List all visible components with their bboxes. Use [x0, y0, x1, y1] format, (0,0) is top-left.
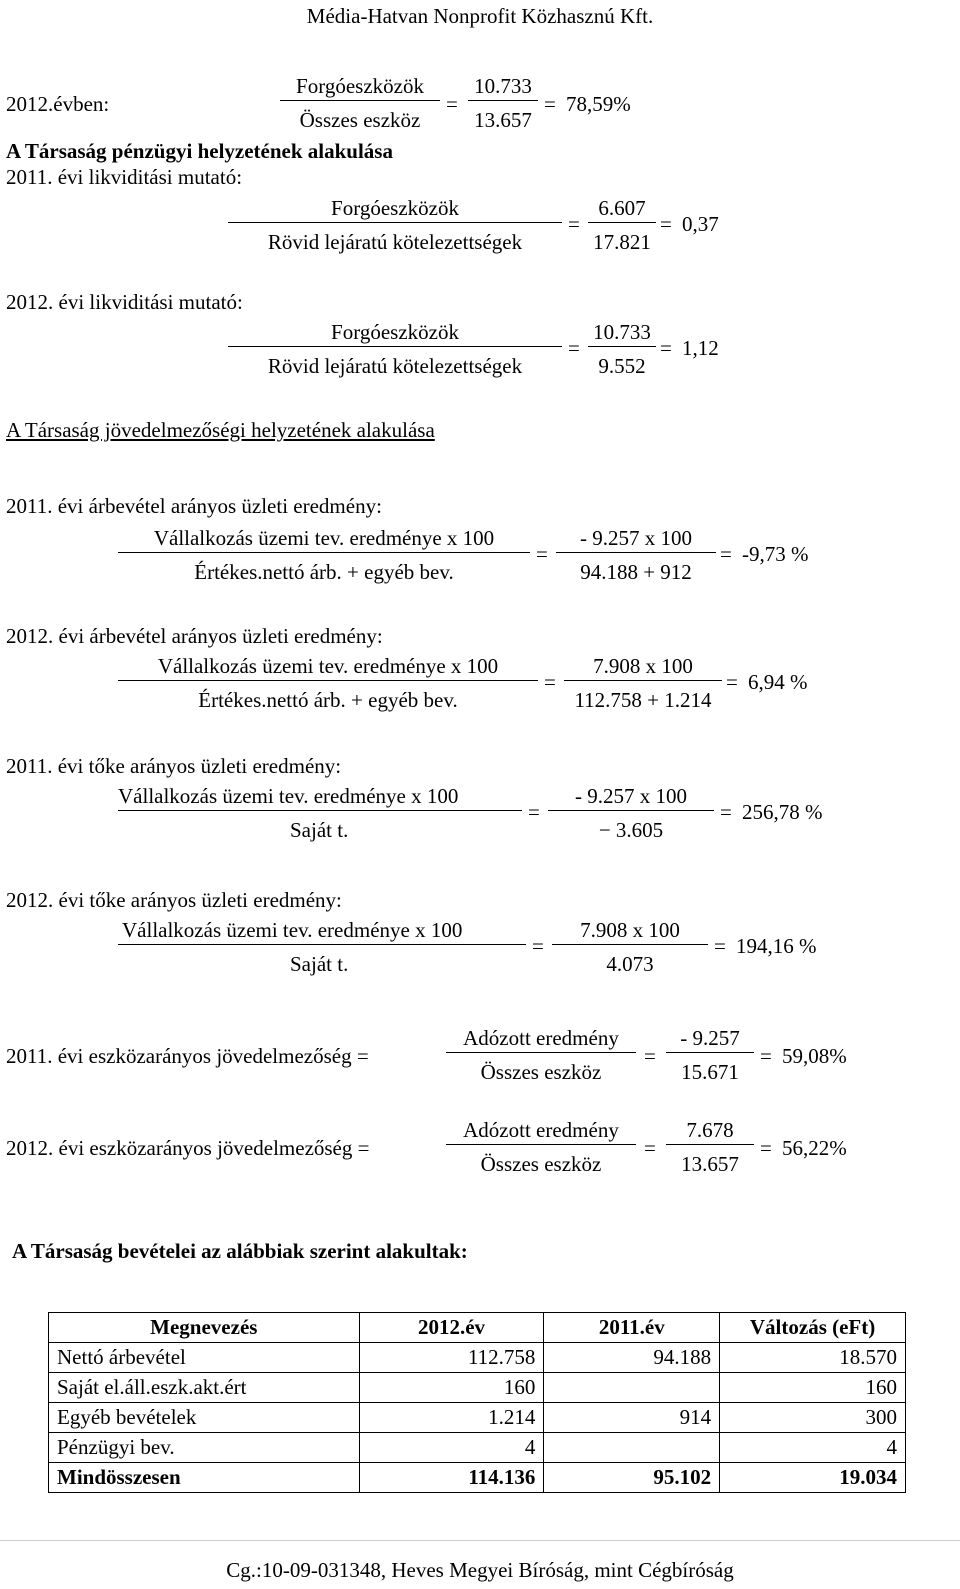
value-numerator: 7.908 x 100	[580, 918, 680, 942]
value-numerator: 7.908 x 100	[593, 654, 693, 678]
formula-label: 2012.évben:	[6, 92, 110, 116]
table-total-row	[49, 1463, 906, 1493]
equals-sign: =	[536, 542, 548, 566]
equals-sign: =	[760, 1136, 772, 1160]
formula-label: 2011. évi árbevétel arányos üzleti eredmény:	[6, 494, 382, 518]
value-numerator: - 9.257 x 100	[575, 784, 687, 808]
value-numerator: - 9.257	[680, 1026, 740, 1050]
formula-result: 256,78 %	[742, 800, 823, 824]
equals-sign: =	[660, 212, 672, 236]
formula-denominator: Összes eszköz	[299, 108, 421, 132]
value-denominator: 94.188 + 912	[580, 560, 692, 584]
section-title-revenue: A Társaság bevételei az alábbiak szerint alakultak:	[12, 1239, 468, 1263]
equals-sign: =	[544, 670, 556, 694]
value-denominator: 13.657	[681, 1152, 739, 1176]
table-cell: Nettó árbevétel	[49, 1343, 360, 1373]
formula-result: 56,22%	[782, 1136, 847, 1160]
table-row	[49, 1343, 906, 1373]
equals-sign: =	[720, 542, 732, 566]
fraction-line	[468, 100, 538, 101]
formula-numerator: Forgóeszközök	[331, 320, 459, 344]
value-numerator: - 9.257 x 100	[580, 526, 692, 550]
formula-denominator: Összes eszköz	[480, 1152, 602, 1176]
fraction-line	[118, 944, 526, 945]
formula-label: 2012. évi tőke arányos üzleti eredmény:	[6, 888, 342, 912]
formula-numerator: Vállalkozás üzemi tev. eredménye x 100	[118, 784, 459, 808]
formula-denominator: Rövid lejáratú kötelezettségek	[267, 230, 523, 254]
fraction-line	[228, 222, 562, 223]
value-denominator: 112.758 + 1.214	[574, 688, 712, 712]
formula-numerator: Vállalkozás üzemi tev. eredménye x 100	[122, 918, 463, 942]
formula-result: 1,12	[682, 336, 719, 360]
page-footer: Cg.:10-09-031348, Heves Megyei Bíróság, mint Cégbíróság	[226, 1558, 734, 1582]
table-cell: 94.188	[544, 1343, 720, 1373]
column-header: Megnevezés	[49, 1313, 360, 1343]
table-cell: 4	[720, 1433, 906, 1463]
formula-denominator: Értékes.nettó árb. + egyéb bev.	[198, 688, 458, 712]
fraction-line	[666, 1144, 754, 1145]
formula-label: 2012. évi árbevétel arányos üzleti eredmény:	[6, 624, 383, 648]
table-cell: 160	[720, 1373, 906, 1403]
equals-sign: =	[568, 336, 580, 360]
table-cell: 112.758	[359, 1343, 544, 1373]
table-row	[49, 1373, 906, 1403]
formula-numerator: Forgóeszközök	[331, 196, 459, 220]
table-row	[49, 1403, 906, 1433]
value-numerator: 6.607	[598, 196, 646, 220]
footer-divider	[0, 1540, 960, 1541]
value-numerator: 10.733	[593, 320, 651, 344]
formula-numerator: Forgóeszközök	[296, 74, 424, 98]
equals-sign: =	[544, 92, 556, 116]
equals-sign: =	[644, 1136, 656, 1160]
equals-sign: =	[568, 212, 580, 236]
value-denominator: − 3.605	[598, 818, 664, 842]
formula-result: 194,16 %	[736, 934, 817, 958]
fraction-line	[666, 1052, 754, 1053]
fraction-line	[280, 100, 440, 101]
table-cell	[544, 1433, 720, 1463]
fraction-line	[446, 1144, 636, 1145]
fraction-line	[556, 552, 716, 553]
table-cell: 19.034	[720, 1463, 906, 1493]
formula-result: 0,37	[682, 212, 719, 236]
table-cell: 160	[359, 1373, 544, 1403]
value-numerator: 7.678	[686, 1118, 734, 1142]
value-numerator: 10.733	[474, 74, 532, 98]
formula-result: 6,94 %	[748, 670, 808, 694]
fraction-line	[118, 552, 530, 553]
equals-sign: =	[720, 800, 732, 824]
table-cell: Pénzügyi bev.	[49, 1433, 360, 1463]
value-denominator: 4.073	[606, 952, 654, 976]
table-cell	[544, 1373, 720, 1403]
fraction-line	[588, 222, 656, 223]
table-cell: Mindösszesen	[49, 1463, 360, 1493]
equals-sign: =	[528, 800, 540, 824]
table-header-row	[49, 1313, 906, 1343]
formula-label: 2012. évi eszközarányos jövedelmezőség =	[6, 1136, 370, 1160]
section-title-profitability: A Társaság jövedelmezőségi helyzetének alakulása	[6, 418, 435, 442]
fraction-line	[548, 810, 714, 811]
table-cell: 114.136	[359, 1463, 544, 1493]
fraction-line	[228, 346, 562, 347]
formula-denominator: Értékes.nettó árb. + egyéb bev.	[194, 560, 454, 584]
fraction-line	[446, 1052, 636, 1053]
equals-sign: =	[532, 934, 544, 958]
equals-sign: =	[714, 934, 726, 958]
table-cell: Saját el.áll.eszk.akt.ért	[49, 1373, 360, 1403]
formula-denominator: Rövid lejáratú kötelezettségek	[267, 354, 523, 378]
fraction-line	[564, 680, 722, 681]
fraction-line	[552, 944, 708, 945]
formula-denominator: Összes eszköz	[480, 1060, 602, 1084]
formula-result: 59,08%	[782, 1044, 847, 1068]
equals-sign: =	[446, 92, 458, 116]
revenue-table	[48, 1312, 906, 1493]
page-header: Média-Hatvan Nonprofit Közhasznú Kft.	[306, 4, 654, 28]
equals-sign: =	[644, 1044, 656, 1068]
table-cell: 18.570	[720, 1343, 906, 1373]
formula-numerator: Vállalkozás üzemi tev. eredménye x 100	[157, 654, 499, 678]
table-row	[49, 1433, 906, 1463]
section-title-financial: A Társaság pénzügyi helyzetének alakulása	[6, 139, 393, 163]
value-denominator: 17.821	[593, 230, 651, 254]
formula-label: 2011. évi tőke arányos üzleti eredmény:	[6, 754, 342, 778]
formula-numerator: Vállalkozás üzemi tev. eredménye x 100	[153, 526, 495, 550]
formula-numerator: Adózott eredmény	[463, 1118, 619, 1142]
fraction-line	[588, 346, 656, 347]
value-denominator: 13.657	[474, 108, 532, 132]
formula-numerator: Adózott eredmény	[463, 1026, 619, 1050]
table-cell: 95.102	[544, 1463, 720, 1493]
formula-label: 2011. évi eszközarányos jövedelmezőség =	[6, 1044, 369, 1068]
formula-result: 78,59%	[566, 92, 631, 116]
value-denominator: 15.671	[681, 1060, 739, 1084]
table-cell: 4	[359, 1433, 544, 1463]
column-header: 2012.év	[359, 1313, 544, 1343]
equals-sign: =	[760, 1044, 772, 1068]
formula-label: 2011. évi likviditási mutató:	[6, 165, 243, 189]
column-header: 2011.év	[544, 1313, 720, 1343]
column-header: Változás (eFt)	[720, 1313, 906, 1343]
formula-denominator: Saját t.	[290, 818, 349, 842]
formula-denominator: Saját t.	[290, 952, 349, 976]
formula-result: -9,73 %	[742, 542, 809, 566]
table-cell: 300	[720, 1403, 906, 1433]
table-cell: 914	[544, 1403, 720, 1433]
equals-sign: =	[726, 670, 738, 694]
value-denominator: 9.552	[598, 354, 646, 378]
table-cell: 1.214	[359, 1403, 544, 1433]
table-cell: Egyéb bevételek	[49, 1403, 360, 1433]
fraction-line	[118, 810, 522, 811]
fraction-line	[118, 680, 538, 681]
formula-label: 2012. évi likviditási mutató:	[6, 290, 243, 314]
equals-sign: =	[660, 336, 672, 360]
